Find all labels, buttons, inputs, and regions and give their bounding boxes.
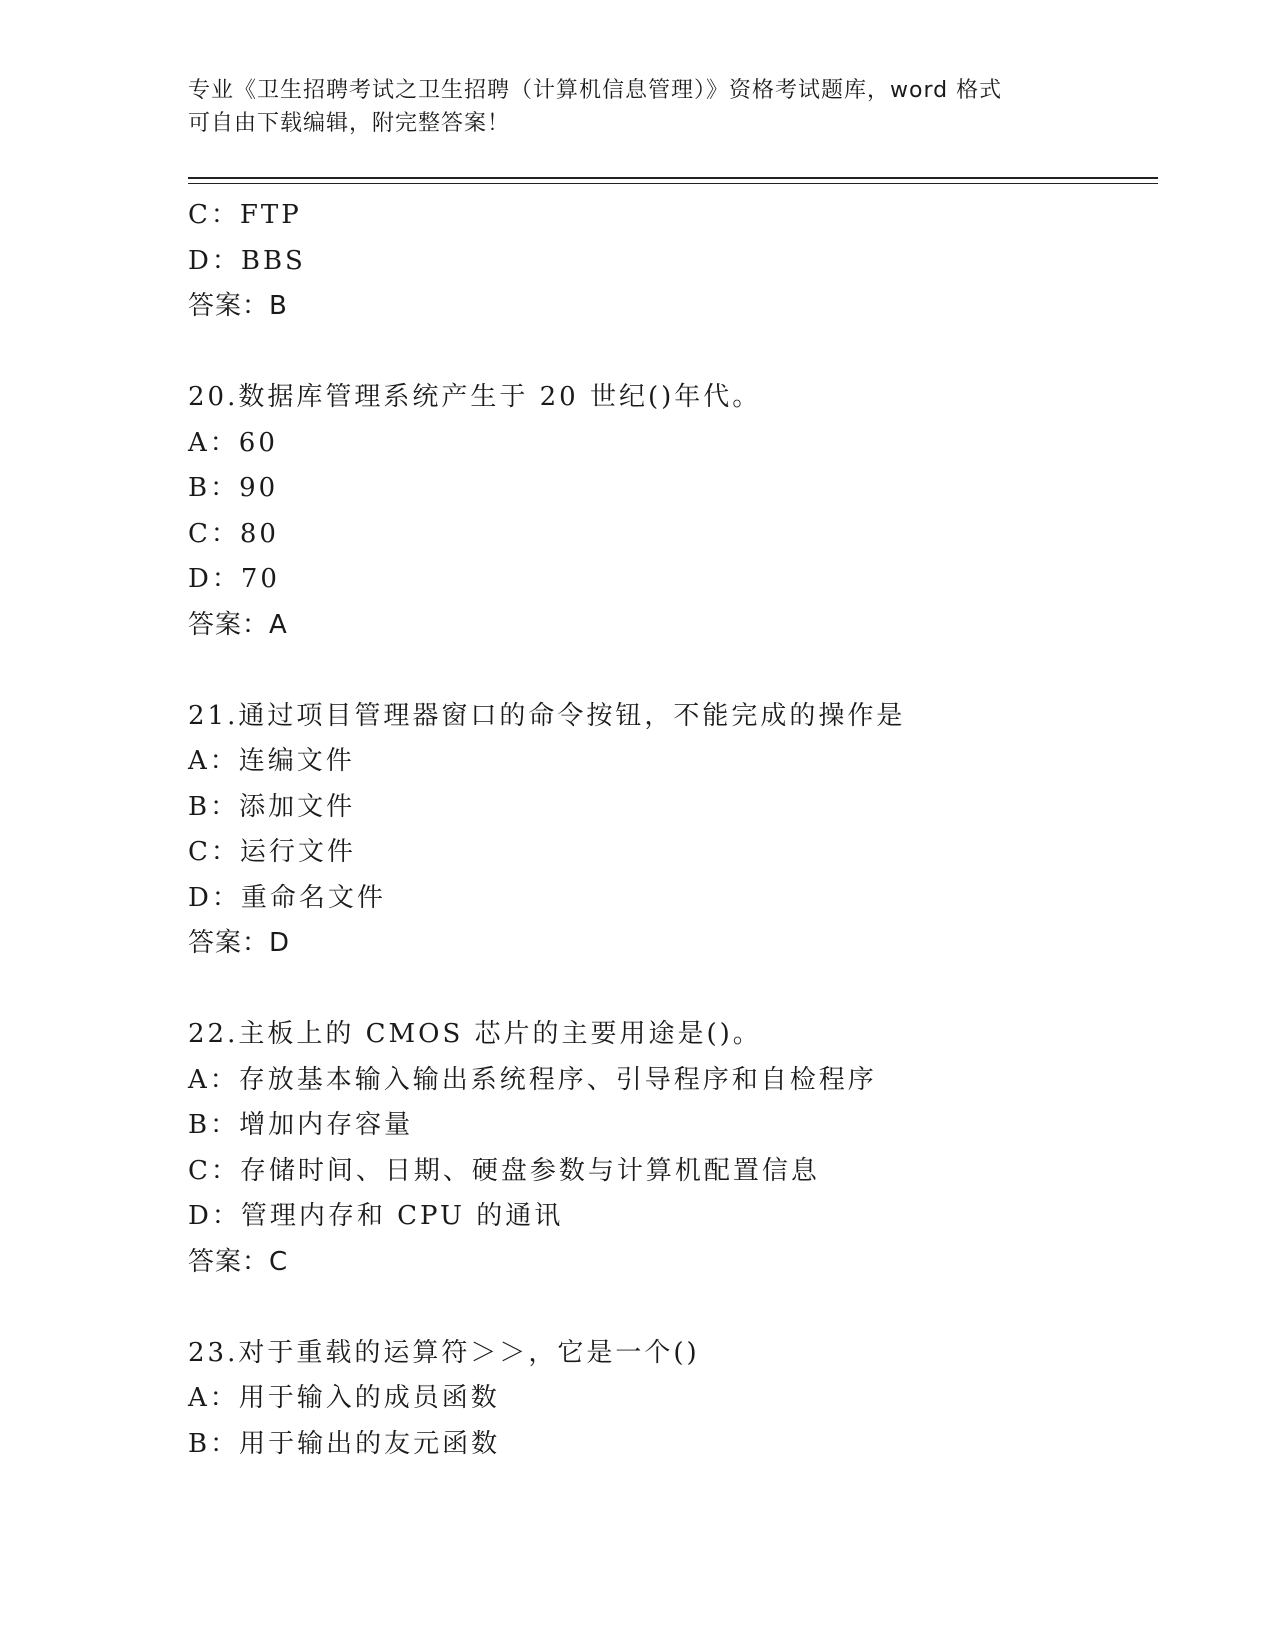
option-c: C：80 xyxy=(188,518,279,549)
spacer xyxy=(188,967,1148,1013)
question-23 xyxy=(188,1331,1148,1468)
option-c: C：FTP xyxy=(188,200,302,230)
question-20 xyxy=(188,375,1148,648)
question-21 xyxy=(188,694,1148,967)
option-d: D：重命名文件 xyxy=(188,882,386,913)
spacer xyxy=(188,330,1148,376)
question-19-tail xyxy=(188,193,1148,330)
header-line-2: 可自由下载编辑，附完整答案！ xyxy=(188,111,511,136)
option-b: B：增加内存容量 xyxy=(188,1110,414,1140)
answer: 答案：C xyxy=(188,1246,289,1277)
question-22 xyxy=(188,1012,1148,1285)
header-divider-thin xyxy=(188,183,1158,184)
option-b: B：添加文件 xyxy=(188,791,356,822)
option-b: B：90 xyxy=(188,473,279,503)
option-d: D：管理内存和 CPU 的通讯 xyxy=(188,1201,564,1231)
question-stem: 21.通过项目管理器窗口的命令按钮，不能完成的操作是 xyxy=(188,700,906,731)
option-d: D：BBS xyxy=(188,245,306,276)
header-line-1: 专业《卫生招聘考试之卫生招聘（计算机信息管理）》资格考试题库，word 格式 xyxy=(188,78,1003,103)
option-a: A：存放基本输入输出系统程序、引导程序和自检程序 xyxy=(188,1064,877,1095)
option-a: A：60 xyxy=(188,427,278,458)
option-b: B：用于输出的友元函数 xyxy=(188,1428,501,1459)
option-a: A：用于输入的成员函数 xyxy=(188,1383,500,1413)
document-header xyxy=(188,74,1088,140)
question-list xyxy=(188,193,1148,1467)
option-a: A：连编文件 xyxy=(188,746,355,776)
header-divider-thick xyxy=(188,177,1158,179)
answer: 答案：D xyxy=(188,928,291,958)
option-c: C：运行文件 xyxy=(188,837,356,867)
option-d: D：70 xyxy=(188,564,280,594)
option-c: C：存储时间、日期、硬盘参数与计算机配置信息 xyxy=(188,1155,820,1186)
answer: 答案：B xyxy=(188,291,288,321)
spacer xyxy=(188,648,1148,694)
question-stem: 22.主板上的 CMOS 芯片的主要用途是()。 xyxy=(188,1019,762,1049)
question-stem: 23.对于重载的运算符＞＞，它是一个() xyxy=(188,1337,700,1368)
question-stem: 20.数据库管理系统产生于 20 世纪()年代。 xyxy=(188,382,762,412)
answer: 答案：A xyxy=(188,609,288,640)
spacer xyxy=(188,1285,1148,1331)
